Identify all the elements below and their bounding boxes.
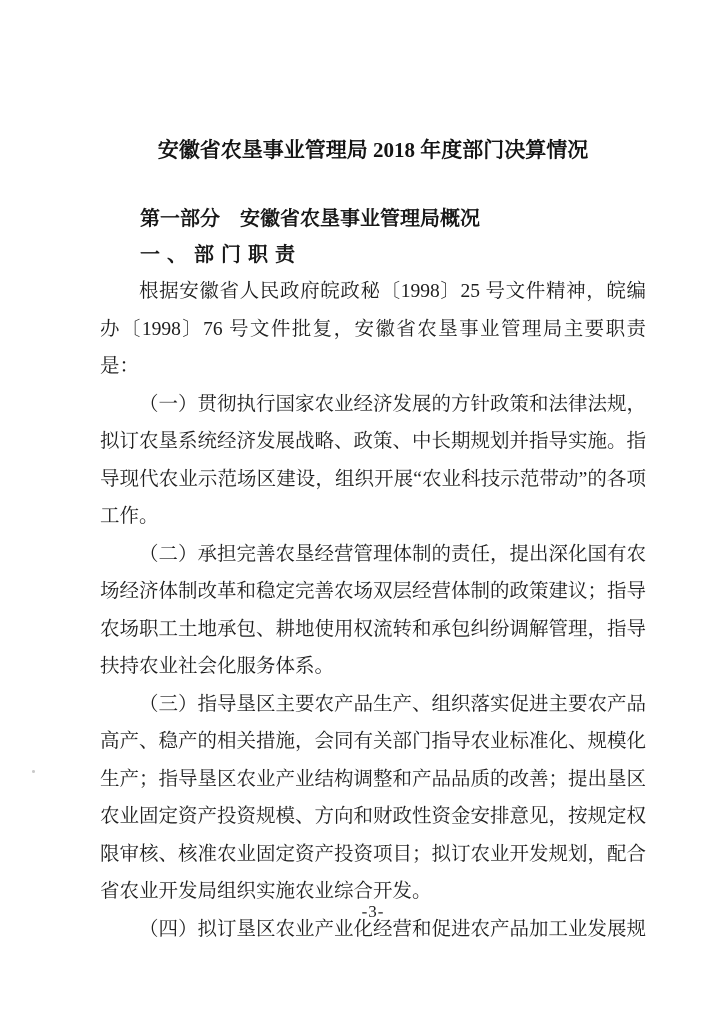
scan-speck	[32, 770, 35, 773]
body-paragraph: （二）承担完善农垦经营管理体制的责任，提出深化国有农场经济体制改革和稳定完善农场双层经营体制的政策建议；指导农场职工土地承包、耕地使用权流转和承包纠纷调解管理，指导扶持农业社会化服务体系。	[100, 543, 647, 677]
body-paragraph: （一）贯彻执行国家农业经济发展的方针政策和法律法规，拟订农垦系统经济发展战略、政策、中长期规划并指导实施。指导现代农业示范场区建设，组织开展“农业科技示范带动”的各项工作。	[100, 393, 647, 527]
section-heading: 一、部门职责	[140, 244, 302, 266]
document-body	[100, 273, 646, 948]
page-number: -3-	[361, 902, 385, 921]
body-paragraph: （三）指导垦区主要农产品生产、组织落实促进主要农产品高产、稳产的相关措施，会同有关部门指导农业标准化、规模化生产；指导垦区农业产业结构调整和产品品质的改善；提出垦区农业固定资产投资规模、方向和财政性资金安排意见，按规定权限审核、核准农业固定资产投资项目；拟订农业开发规划，配合省农业开发局组织实施农业综合开发。	[100, 693, 647, 902]
document-title: 安徽省农垦事业管理局 2018 年度部门决算情况	[157, 138, 589, 162]
body-paragraph: （四）拟订垦区农业产业化经营和促进农产品加工业发展规	[139, 918, 647, 940]
part-heading: 第一部分 安徽省农垦事业管理局概况	[140, 208, 480, 230]
body-paragraph: 根据安徽省人民政府皖政秘〔1998〕25 号文件精神，皖编办〔1998〕76 号文件批复，安徽省农垦事业管理局主要职责是：	[100, 281, 646, 377]
